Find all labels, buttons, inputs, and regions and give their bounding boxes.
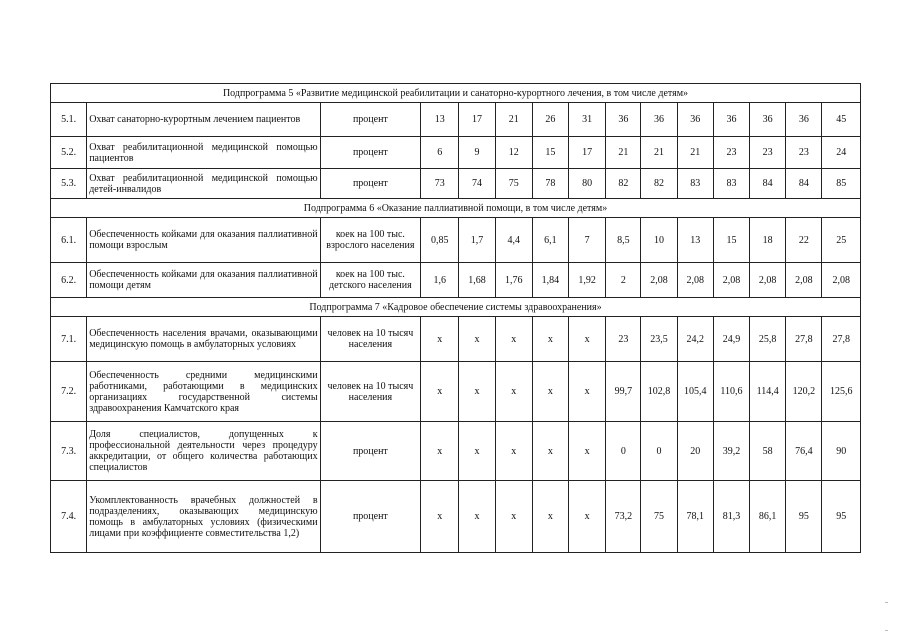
indicator-value: x <box>421 422 459 481</box>
table-body <box>51 84 861 553</box>
indicator-value: 36 <box>677 103 713 137</box>
indicator-number: 7.3. <box>51 422 87 481</box>
indicator-value: 36 <box>750 103 786 137</box>
indicator-value: 18 <box>750 218 786 263</box>
indicator-value: 2,08 <box>677 263 713 298</box>
subprogram-title: Подпрограмма 6 «Оказание паллиативной помощи, в том числе детям» <box>51 199 861 218</box>
indicator-name: Охват реабилитационной медицинской помощью детей-инвалидов <box>87 169 320 199</box>
indicator-value: 102,8 <box>641 362 677 422</box>
indicator-value: 8,5 <box>606 218 641 263</box>
indicator-value: x <box>569 317 606 362</box>
indicator-value: 83 <box>677 169 713 199</box>
indicator-value: 27,8 <box>822 317 861 362</box>
indicator-value: 1,68 <box>459 263 495 298</box>
indicator-value: x <box>421 362 459 422</box>
subprogram-header-row <box>51 84 861 103</box>
indicator-value: 36 <box>641 103 677 137</box>
indicator-value: 2,08 <box>786 263 822 298</box>
indicator-value: 110,6 <box>713 362 749 422</box>
subprogram-header-row <box>51 298 861 317</box>
indicator-name: Обеспеченность койками для оказания паллиативной помощи детям <box>87 263 320 298</box>
indicator-unit: коек на 100 тыс. детского населения <box>320 263 421 298</box>
indicator-value: 0 <box>641 422 677 481</box>
indicator-value: 0,85 <box>421 218 459 263</box>
indicator-value: 25 <box>822 218 861 263</box>
indicator-unit: процент <box>320 137 421 169</box>
indicator-value: 2,08 <box>641 263 677 298</box>
indicator-name: Обеспеченность средними медицинскими работниками, работающими в медицинских организациях государственной системы здравоохранения Камчатского края <box>87 362 320 422</box>
table-row <box>51 362 861 422</box>
indicator-unit: процент <box>320 169 421 199</box>
indicator-value: 82 <box>641 169 677 199</box>
indicator-value: 1,84 <box>532 263 568 298</box>
indicator-number: 7.4. <box>51 481 87 553</box>
indicator-value: 45 <box>822 103 861 137</box>
indicator-value: 26 <box>532 103 568 137</box>
indicator-value: 78,1 <box>677 481 713 553</box>
indicator-value: 36 <box>713 103 749 137</box>
indicator-value: 90 <box>822 422 861 481</box>
indicator-value: x <box>459 422 495 481</box>
indicator-unit: процент <box>320 103 421 137</box>
indicator-number: 7.2. <box>51 362 87 422</box>
indicator-value: 36 <box>786 103 822 137</box>
indicator-value: 10 <box>641 218 677 263</box>
indicator-value: 21 <box>495 103 532 137</box>
indicator-value: 2 <box>606 263 641 298</box>
indicator-name: Доля специалистов, допущенных к профессиональной деятельности через процедуру аккредитации, от общего количества работающих специалистов <box>87 422 320 481</box>
indicator-value: 2,08 <box>822 263 861 298</box>
indicator-unit: процент <box>320 422 421 481</box>
indicator-value: 99,7 <box>606 362 641 422</box>
indicator-value: x <box>459 317 495 362</box>
indicator-value: 21 <box>606 137 641 169</box>
indicator-value: 76,4 <box>786 422 822 481</box>
indicator-value: 82 <box>606 169 641 199</box>
indicator-value: 24 <box>822 137 861 169</box>
indicator-name: Укомплектованность врачебных должностей в подразделениях, оказывающих медицинскую помощь в амбулаторных условиях (физическими лицами при коэффициенте совместительства 1,2) <box>87 481 320 553</box>
indicator-name: Охват реабилитационной медицинской помощью пациентов <box>87 137 320 169</box>
indicator-value: 95 <box>822 481 861 553</box>
indicator-value: 105,4 <box>677 362 713 422</box>
table-row <box>51 137 861 169</box>
table-row <box>51 169 861 199</box>
table-row <box>51 481 861 553</box>
indicator-number: 5.1. <box>51 103 87 137</box>
indicator-value: x <box>532 422 568 481</box>
indicator-value: 23 <box>606 317 641 362</box>
table-row <box>51 218 861 263</box>
indicator-name: Обеспеченность населения врачами, оказывающими медицинскую помощь в амбулаторных условиях <box>87 317 320 362</box>
indicator-value: 31 <box>569 103 606 137</box>
indicator-value: 1,76 <box>495 263 532 298</box>
indicator-value: 12 <box>495 137 532 169</box>
indicator-value: 84 <box>786 169 822 199</box>
margin-mark <box>885 602 888 603</box>
table-row <box>51 103 861 137</box>
indicator-value: x <box>495 362 532 422</box>
indicator-value: 21 <box>641 137 677 169</box>
indicator-value: x <box>421 317 459 362</box>
indicator-value: 73,2 <box>606 481 641 553</box>
indicator-value: 17 <box>569 137 606 169</box>
indicator-value: 22 <box>786 218 822 263</box>
indicator-value: 13 <box>421 103 459 137</box>
indicator-value: 23 <box>750 137 786 169</box>
indicator-value: 23 <box>713 137 749 169</box>
indicator-value: 81,3 <box>713 481 749 553</box>
indicator-value: 73 <box>421 169 459 199</box>
indicator-value: 23,5 <box>641 317 677 362</box>
indicator-value: 7 <box>569 218 606 263</box>
indicator-value: 85 <box>822 169 861 199</box>
indicator-value: x <box>459 481 495 553</box>
indicator-value: 4,4 <box>495 218 532 263</box>
indicator-name: Обеспеченность койками для оказания паллиативной помощи взрослым <box>87 218 320 263</box>
indicator-value: 36 <box>606 103 641 137</box>
indicator-value: 15 <box>532 137 568 169</box>
indicator-number: 5.2. <box>51 137 87 169</box>
indicator-value: 39,2 <box>713 422 749 481</box>
subprogram-title: Подпрограмма 5 «Развитие медицинской реабилитации и санаторно-курортного лечения, в том числе детям» <box>51 84 861 103</box>
indicator-value: 6 <box>421 137 459 169</box>
table-row <box>51 317 861 362</box>
indicator-value: x <box>532 362 568 422</box>
indicator-value: x <box>569 362 606 422</box>
indicators-table <box>50 83 861 553</box>
indicator-value: 120,2 <box>786 362 822 422</box>
indicator-value: 114,4 <box>750 362 786 422</box>
indicator-value: 74 <box>459 169 495 199</box>
indicator-value: x <box>495 481 532 553</box>
indicator-name: Охват санаторно-курортным лечением пациентов <box>87 103 320 137</box>
indicator-unit: коек на 100 тыс. взрослого населения <box>320 218 421 263</box>
indicator-value: 1,7 <box>459 218 495 263</box>
indicator-value: 15 <box>713 218 749 263</box>
indicator-number: 7.1. <box>51 317 87 362</box>
indicator-value: x <box>495 422 532 481</box>
indicator-value: 6,1 <box>532 218 568 263</box>
indicator-value: x <box>569 481 606 553</box>
indicator-value: 80 <box>569 169 606 199</box>
indicator-value: 25,8 <box>750 317 786 362</box>
indicator-value: 17 <box>459 103 495 137</box>
indicator-value: 75 <box>641 481 677 553</box>
indicator-value: 86,1 <box>750 481 786 553</box>
table-row <box>51 263 861 298</box>
indicator-unit: человек на 10 тысяч населения <box>320 362 421 422</box>
indicator-value: 24,9 <box>713 317 749 362</box>
margin-mark <box>885 630 888 631</box>
indicator-value: x <box>569 422 606 481</box>
indicator-value: x <box>532 481 568 553</box>
indicator-value: 0 <box>606 422 641 481</box>
indicator-value: 21 <box>677 137 713 169</box>
indicator-value: x <box>495 317 532 362</box>
indicator-value: 2,08 <box>713 263 749 298</box>
indicator-value: x <box>532 317 568 362</box>
subprogram-title: Подпрограмма 7 «Кадровое обеспечение системы здравоохранения» <box>51 298 861 317</box>
table-row <box>51 422 861 481</box>
indicator-number: 6.1. <box>51 218 87 263</box>
indicator-value: x <box>421 481 459 553</box>
indicator-value: 84 <box>750 169 786 199</box>
subprogram-header-row <box>51 199 861 218</box>
indicator-value: 95 <box>786 481 822 553</box>
indicator-value: 24,2 <box>677 317 713 362</box>
indicator-value: 27,8 <box>786 317 822 362</box>
indicator-value: 9 <box>459 137 495 169</box>
indicator-unit: процент <box>320 481 421 553</box>
indicator-value: 125,6 <box>822 362 861 422</box>
indicator-value: 2,08 <box>750 263 786 298</box>
indicator-value: 13 <box>677 218 713 263</box>
indicator-number: 6.2. <box>51 263 87 298</box>
indicator-value: 23 <box>786 137 822 169</box>
indicator-value: 1,6 <box>421 263 459 298</box>
indicator-value: 83 <box>713 169 749 199</box>
indicator-value: x <box>459 362 495 422</box>
indicator-value: 1,92 <box>569 263 606 298</box>
indicator-value: 75 <box>495 169 532 199</box>
indicator-unit: человек на 10 тысяч населения <box>320 317 421 362</box>
indicator-value: 58 <box>750 422 786 481</box>
indicator-number: 5.3. <box>51 169 87 199</box>
indicator-value: 78 <box>532 169 568 199</box>
indicator-value: 20 <box>677 422 713 481</box>
